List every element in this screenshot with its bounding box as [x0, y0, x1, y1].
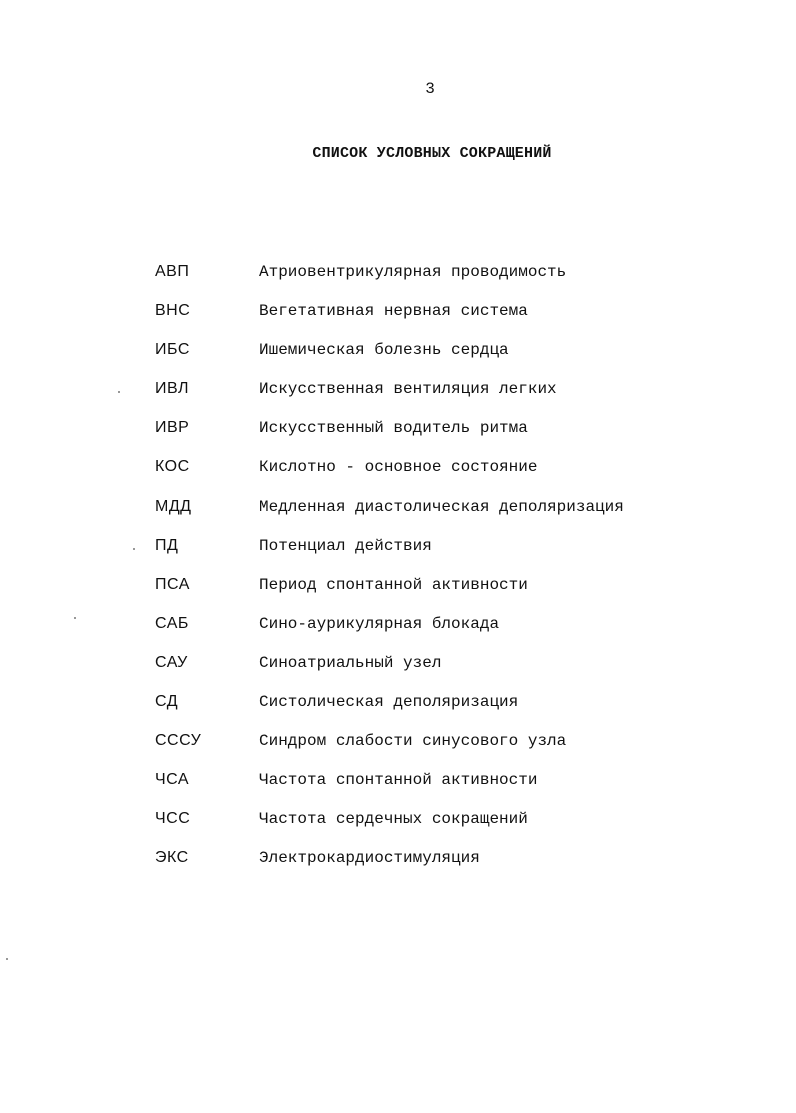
abbreviation-term: ЧСС — [155, 810, 191, 828]
abbreviation-row — [155, 418, 755, 457]
abbreviation-row — [155, 536, 755, 575]
abbreviation-definition: Вегетативная нервная система — [259, 302, 528, 321]
abbreviation-definition: Медленная диастолическая деполяризация — [259, 497, 624, 516]
abbreviation-term: ПД — [155, 536, 179, 554]
abbreviation-term: САУ — [155, 653, 188, 671]
abbreviation-row — [155, 262, 755, 301]
abbreviation-row — [155, 340, 755, 379]
abbreviation-row — [155, 575, 755, 614]
abbreviation-list — [155, 262, 755, 888]
scan-speck — [133, 548, 135, 550]
abbreviation-row — [155, 497, 755, 536]
abbreviation-definition: Искусственный водитель ритма — [259, 419, 528, 438]
scan-speck — [6, 958, 8, 960]
abbreviation-row — [155, 848, 755, 887]
abbreviation-term: ЭКС — [155, 849, 189, 867]
abbreviation-row — [155, 653, 755, 692]
abbreviation-term: ЧСА — [155, 771, 190, 789]
abbreviation-definition: Систолическая деполяризация — [259, 693, 519, 712]
abbreviation-term: СССУ — [155, 732, 202, 750]
abbreviation-definition: Синдром слабости синусового узла — [259, 732, 567, 751]
abbreviation-term: МДД — [155, 497, 192, 515]
page-number: 3 — [425, 80, 435, 98]
abbreviation-term: САБ — [155, 614, 189, 632]
abbreviation-term: ИВЛ — [155, 380, 189, 398]
abbreviation-definition: Ишемическая болезнь сердца — [259, 341, 509, 360]
abbreviation-definition: Атриовентрикулярная проводимость — [259, 263, 567, 281]
abbreviation-definition: Искусственная вентиляция легких — [259, 380, 557, 399]
abbreviation-term: КОС — [155, 458, 190, 476]
abbreviation-term: ПСА — [155, 575, 190, 593]
abbreviation-definition: Электрокардиостимуляция — [259, 849, 480, 868]
abbreviation-term: ИВР — [155, 419, 190, 437]
abbreviation-definition: Кислотно - основное состояние — [259, 458, 538, 477]
abbreviation-row — [155, 809, 755, 848]
abbreviation-definition: Синоатриальный узел — [259, 653, 442, 672]
abbreviation-term: АВП — [155, 263, 190, 280]
abbreviation-term: ВНС — [155, 302, 191, 320]
abbreviation-row — [155, 457, 755, 496]
scan-speck — [74, 617, 76, 619]
abbreviation-row — [155, 614, 755, 653]
abbreviation-row — [155, 770, 755, 809]
abbreviation-definition: Сино-аурикулярная блокада — [259, 614, 500, 633]
abbreviation-definition: Период спонтанной активности — [259, 575, 528, 594]
abbreviation-term: СД — [155, 693, 179, 711]
abbreviation-row — [155, 692, 755, 731]
abbreviation-row — [155, 301, 755, 340]
abbreviation-row — [155, 731, 755, 770]
abbreviation-definition: Частота спонтанной активности — [259, 771, 538, 790]
abbreviation-definition: Потенциал действия — [259, 536, 432, 555]
scan-speck — [118, 391, 120, 393]
abbreviation-row — [155, 379, 755, 418]
abbreviation-term: ИБС — [155, 341, 190, 359]
page-title: СПИСОК УСЛОВНЫХ СОКРАЩЕНИЙ — [312, 145, 552, 162]
abbreviation-definition: Частота сердечных сокращений — [259, 810, 528, 829]
